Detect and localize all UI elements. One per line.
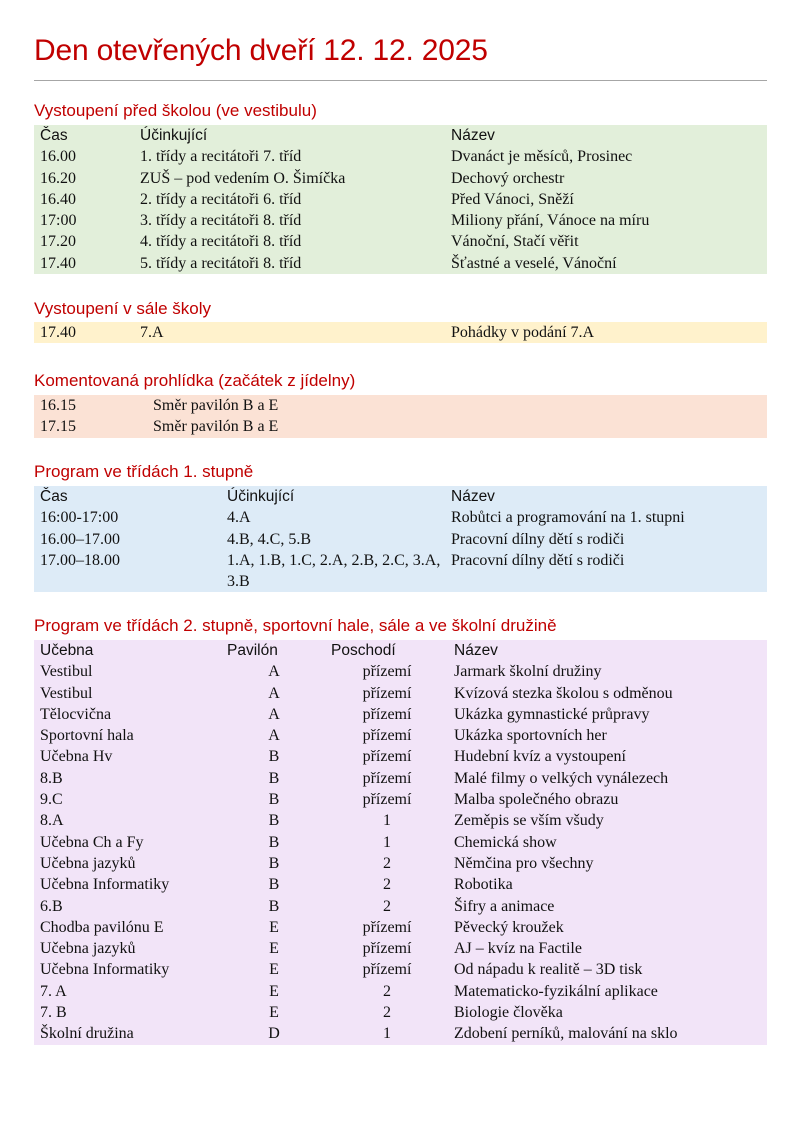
section-title-vestibule: Vystoupení před školou (ve vestibulu) xyxy=(34,101,317,120)
cell-floor: 2 xyxy=(383,897,391,915)
cell-floor: přízemí xyxy=(362,663,412,681)
cell-title: Ukázka gymnastické průpravy xyxy=(454,705,650,723)
table-row xyxy=(34,768,767,789)
cell-performers: 7.A xyxy=(140,324,164,341)
cell-pavilion: E xyxy=(269,1004,279,1022)
table-row xyxy=(34,322,767,343)
cell-pavilion: A xyxy=(268,727,280,745)
cell-route: Směr pavilón B a E xyxy=(153,397,279,414)
cell-performers: 5. třídy a recitátoři 8. tříd xyxy=(140,254,302,272)
cell-pavilion: E xyxy=(269,918,279,936)
cell-floor: přízemí xyxy=(362,940,412,958)
cell-title: Malba společného obrazu xyxy=(454,791,619,809)
table-row xyxy=(34,789,767,810)
table-tour xyxy=(34,395,767,438)
header-room: Učebna xyxy=(40,642,94,659)
cell-pavilion: B xyxy=(268,791,280,809)
cell-room: Učebna jazyků xyxy=(40,854,136,872)
cell-pavilion: B xyxy=(268,769,280,787)
cell-performers: ZUŠ – pod vedením O. Šimíčka xyxy=(140,169,346,187)
cell-floor: přízemí xyxy=(362,769,412,787)
table-row xyxy=(34,253,767,274)
cell-title: Miliony přání, Vánoce na míru xyxy=(451,212,650,230)
header-pavilion: Pavilón xyxy=(227,642,278,659)
cell-floor: přízemí xyxy=(362,918,412,936)
cell-pavilion: A xyxy=(268,705,280,723)
cell-time: 17.40 xyxy=(40,254,76,272)
table-row xyxy=(34,959,767,980)
cell-time: 17.00–18.00 xyxy=(40,551,120,569)
cell-room: Vestibul xyxy=(40,684,93,702)
cell-pavilion: B xyxy=(268,897,280,915)
cell-time: 16.00 xyxy=(40,148,76,166)
table-first-grade xyxy=(34,486,767,592)
cell-room: Učebna Informatiky xyxy=(40,876,170,894)
cell-title: Malé filmy o velkých vynálezech xyxy=(454,769,669,787)
cell-performers: 4. třídy a recitátoři 8. tříd xyxy=(140,233,302,251)
cell-performers: 1.A, 1.B, 1.C, 2.A, 2.B, 2.C, 3.A, 3.B xyxy=(227,551,441,591)
cell-floor: 2 xyxy=(383,1004,391,1022)
cell-floor: přízemí xyxy=(362,748,412,766)
cell-room: Učebna Hv xyxy=(40,748,113,766)
cell-title: Pěvecký kroužek xyxy=(454,918,564,936)
cell-room: Učebna Informatiky xyxy=(40,961,170,979)
cell-title: Šifry a animace xyxy=(454,897,555,915)
table-body xyxy=(34,322,767,343)
cell-title: Šťastné a veselé, Vánoční xyxy=(451,254,617,272)
table-row xyxy=(34,853,767,874)
cell-room: Tělocvična xyxy=(40,705,112,723)
cell-pavilion: B xyxy=(268,812,280,830)
cell-room: Sportovní hala xyxy=(40,727,134,745)
cell-time: 16.15 xyxy=(40,397,76,414)
cell-route: Směr pavilón B a E xyxy=(153,418,279,436)
cell-floor: přízemí xyxy=(362,705,412,723)
cell-pavilion: E xyxy=(269,940,279,958)
cell-performers: 4.A xyxy=(227,509,251,527)
header-floor: Poschodí xyxy=(331,642,396,659)
table-header xyxy=(34,640,767,661)
section-title-first-grade: Program ve třídách 1. stupně xyxy=(34,462,254,481)
cell-floor: 1 xyxy=(383,812,391,830)
cell-time: 16.40 xyxy=(40,190,76,208)
cell-pavilion: B xyxy=(268,748,280,766)
cell-floor: přízemí xyxy=(362,791,412,809)
table-row xyxy=(34,168,767,189)
cell-title: Zdobení perníků, malování na sklo xyxy=(454,1025,678,1043)
table-header xyxy=(34,125,767,146)
cell-title: Matematicko-fyzikální aplikace xyxy=(454,982,658,1000)
cell-room: Učebna Ch a Fy xyxy=(40,833,144,851)
cell-floor: přízemí xyxy=(362,684,412,702)
header-performers: Účinkující xyxy=(227,488,295,505)
cell-pavilion: E xyxy=(269,961,279,979)
table-body xyxy=(34,395,767,438)
header-time: Čas xyxy=(40,127,68,144)
table-row xyxy=(34,189,767,210)
cell-title: Ukázka sportovních her xyxy=(454,727,607,745)
cell-title: Robotika xyxy=(454,876,513,894)
cell-time: 17.20 xyxy=(40,233,76,251)
cell-title: Pracovní dílny dětí s rodiči xyxy=(451,551,625,569)
header-title: Název xyxy=(451,127,495,144)
table-row xyxy=(34,507,767,528)
cell-floor: 1 xyxy=(383,833,391,851)
table-header xyxy=(34,486,767,507)
table-row xyxy=(34,550,767,593)
cell-title: Pohádky v podání 7.A xyxy=(451,324,595,341)
cell-time: 17:00 xyxy=(40,212,77,230)
cell-room: 8.A xyxy=(40,812,64,830)
cell-pavilion: B xyxy=(268,833,280,851)
cell-title: Zeměpis se vším všudy xyxy=(454,812,604,830)
cell-title: Dechový orchestr xyxy=(451,169,565,187)
section-title-tour: Komentovaná prohlídka (začátek z jídelny) xyxy=(34,371,356,390)
table-row xyxy=(34,146,767,167)
cell-pavilion: A xyxy=(268,663,280,681)
cell-performers: 3. třídy a recitátoři 8. tříd xyxy=(140,212,302,230)
cell-floor: 1 xyxy=(383,1025,391,1043)
cell-title: Od nápadu k realitě – 3D tisk xyxy=(454,961,643,979)
cell-title: Před Vánoci, Sněží xyxy=(451,190,574,208)
cell-room: Chodba pavilónu E xyxy=(40,918,164,936)
section-title-second-grade: Program ve třídách 2. stupně, sportovní hale, sále a ve školní družině xyxy=(34,616,557,635)
header-title: Název xyxy=(454,642,498,659)
page-title: Den otevřených dveří 12. 12. 2025 xyxy=(34,34,488,67)
cell-performers: 2. třídy a recitátoři 6. tříd xyxy=(140,190,302,208)
cell-title: Robůtci a programování na 1. stupni xyxy=(451,509,685,527)
cell-pavilion: B xyxy=(268,876,280,894)
cell-room: Školní družina xyxy=(40,1025,134,1043)
cell-room: 8.B xyxy=(40,769,63,787)
table-row xyxy=(34,416,767,437)
table-second-grade xyxy=(34,640,767,1045)
cell-title: Vánoční, Stačí věřit xyxy=(451,233,579,251)
table-row xyxy=(34,938,767,959)
table-row xyxy=(34,917,767,938)
table-row xyxy=(34,746,767,767)
table-row xyxy=(34,896,767,917)
table-hall xyxy=(34,322,767,343)
cell-time: 17.15 xyxy=(40,418,76,436)
header-title: Název xyxy=(451,488,495,505)
table-row xyxy=(34,874,767,895)
cell-pavilion: B xyxy=(268,854,280,872)
cell-floor: 2 xyxy=(383,854,391,872)
table-row xyxy=(34,231,767,252)
cell-title: Dvanáct je měsíců, Prosinec xyxy=(451,148,633,166)
title-divider xyxy=(34,80,767,81)
cell-room: 7. B xyxy=(40,1004,67,1022)
cell-time: 16.00–17.00 xyxy=(40,530,120,548)
table-row xyxy=(34,210,767,231)
cell-room: Učebna jazyků xyxy=(40,940,136,958)
cell-title: Němčina pro všechny xyxy=(454,854,594,872)
table-vestibule xyxy=(34,125,767,274)
cell-performers: 4.B, 4.C, 5.B xyxy=(227,530,312,548)
cell-floor: přízemí xyxy=(362,727,412,745)
cell-title: Biologie člověka xyxy=(454,1004,563,1022)
table-row xyxy=(34,529,767,550)
cell-performers: 1. třídy a recitátoři 7. tříd xyxy=(140,148,302,166)
cell-title: Jarmark školní družiny xyxy=(454,663,602,681)
table-row xyxy=(34,661,767,682)
table-row xyxy=(34,704,767,725)
cell-room: 9.C xyxy=(40,791,63,809)
table-row xyxy=(34,683,767,704)
header-performers: Účinkující xyxy=(140,127,208,144)
table-body xyxy=(34,146,767,274)
cell-title: AJ – kvíz na Factile xyxy=(454,940,582,958)
cell-room: 7. A xyxy=(40,982,67,1000)
table-row xyxy=(34,395,767,416)
cell-title: Pracovní dílny dětí s rodiči xyxy=(451,530,625,548)
header-time: Čas xyxy=(40,488,68,505)
cell-time: 16.20 xyxy=(40,169,76,187)
table-body xyxy=(34,507,767,592)
cell-pavilion: D xyxy=(268,1025,280,1043)
table-row xyxy=(34,981,767,1002)
table-row xyxy=(34,1023,767,1044)
cell-room: Vestibul xyxy=(40,663,93,681)
cell-pavilion: E xyxy=(269,982,279,1000)
table-row xyxy=(34,1002,767,1023)
table-row xyxy=(34,832,767,853)
cell-pavilion: A xyxy=(268,684,280,702)
cell-floor: přízemí xyxy=(362,961,412,979)
cell-title: Hudební kvíz a vystoupení xyxy=(454,748,626,766)
cell-floor: 2 xyxy=(383,982,391,1000)
cell-floor: 2 xyxy=(383,876,391,894)
table-row xyxy=(34,810,767,831)
cell-time: 16:00-17:00 xyxy=(40,509,119,527)
table-body xyxy=(34,661,767,1044)
section-title-hall: Vystoupení v sále školy xyxy=(34,299,212,318)
cell-title: Kvízová stezka školou s odměnou xyxy=(454,684,673,702)
table-row xyxy=(34,725,767,746)
cell-time: 17.40 xyxy=(40,324,76,341)
cell-room: 6.B xyxy=(40,897,63,915)
cell-title: Chemická show xyxy=(454,833,557,851)
